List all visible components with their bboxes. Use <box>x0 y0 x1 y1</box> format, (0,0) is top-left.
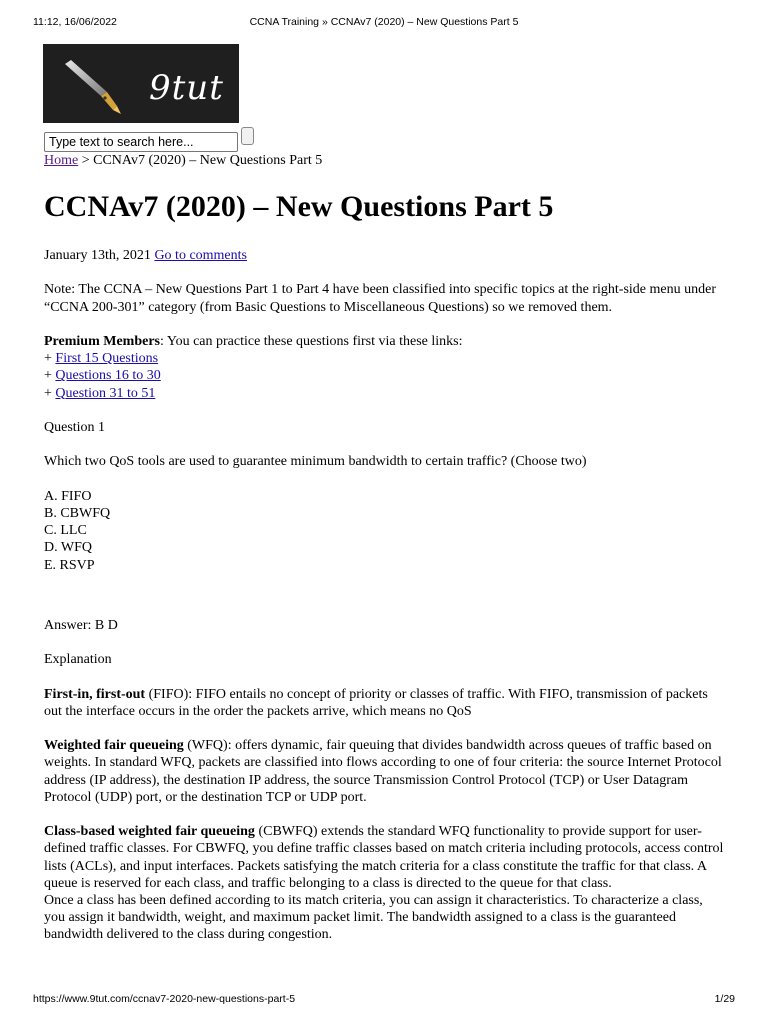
premium-link-row <box>44 385 724 402</box>
question-text: Which two QoS tools are used to guarantee minimum bandwidth to certain traffic? (Choose two) <box>44 454 587 470</box>
wfq-paragraph <box>44 737 724 806</box>
wfq-text: (WFQ): offers dynamic, fair queuing that divides bandwidth across queues of traffic based on weights. In standard WFQ, packets are classified into flows according to one of four criteria: the source Internet Protocol address (IP address), the destination IP address, the source Transmission Control Protocol (TCP) or User Datagram Protocol (UDP) port, or the destination TCP or UDP port. <box>44 738 722 805</box>
premium-link-first-15[interactable]: First 15 Questions <box>55 351 159 367</box>
post-content <box>44 247 724 944</box>
fifo-text: (FIFO): FIFO entails no concept of priority or classes of traffic. With FIFO, transmission of packets out the interface occurs in the order the packets arrive, which means no QoS <box>44 686 708 719</box>
post-meta <box>44 247 724 264</box>
fifo-term: First-in, first-out <box>44 686 146 702</box>
print-page-number: 1/29 <box>714 993 735 1005</box>
fifo-paragraph <box>44 686 724 720</box>
cbwfq-paragraph-2: Once a class has been defined according to its match criteria, you can assign it characteristics. To characterize a class, you assign it bandwidth, weight, and maximum packet limit. The bandwidth assigned to a class is the guaranteed bandwidth delivered to the class during congestion. <box>44 892 703 943</box>
answer-text: Answer: B D <box>44 617 118 633</box>
print-datetime: 11:12, 16/06/2022 <box>33 16 117 28</box>
link-prefix: + <box>44 351 56 367</box>
answer-option: E. RSVP <box>44 557 95 573</box>
search-input[interactable] <box>44 132 238 152</box>
answer-option: D. WFQ <box>44 540 92 556</box>
cbwfq-paragraph <box>44 823 724 892</box>
answer-option: A. FIFO <box>44 488 92 504</box>
explanation-label: Explanation <box>44 652 112 668</box>
print-url: https://www.9tut.com/ccnav7-2020-new-questions-part-5 <box>33 993 296 1005</box>
breadcrumb-home-link[interactable]: Home <box>44 153 79 168</box>
post-date: January 13th, 2021 <box>44 248 151 263</box>
print-header <box>0 16 768 30</box>
site-logo[interactable] <box>43 44 239 123</box>
premium-text: : You can practice these questions first via these links: <box>159 333 463 349</box>
cbwfq-text: (CBWFQ) extends the standard WFQ functionality to provide support for user-defined traffic classes. For CBWFQ, you define traffic classes based on match criteria including protocols, access control lists (ACLs), and input interfaces. Packets satisfying the match criteria for a class constitute the traffic for that class. A queue is reserved for each class, and traffic belonging to a class is directed to the queue for that class. <box>44 824 724 891</box>
premium-label: Premium Members <box>44 333 160 349</box>
premium-intro <box>44 333 724 350</box>
answer-option: B. CBWFQ <box>44 505 111 521</box>
link-prefix: + <box>44 368 56 384</box>
premium-link-31-51[interactable]: Question 31 to 51 <box>55 385 156 401</box>
print-page-title: CCNA Training » CCNAv7 (2020) – New Questions Part 5 <box>249 16 519 28</box>
question-label: Question 1 <box>44 419 106 435</box>
premium-link-row <box>44 350 724 367</box>
breadcrumb-separator: > <box>78 153 94 168</box>
premium-link-row <box>44 367 724 384</box>
search-button[interactable] <box>241 127 254 145</box>
answer-option: C. LLC <box>44 523 87 539</box>
premium-link-16-30[interactable]: Questions 16 to 30 <box>55 368 161 384</box>
post-note: Note: The CCNA – New Questions Part 1 to Part 4 have been classified into specific topics at the right-side menu under “CCNA 200-301” category (from Basic Questions to Miscellaneous Questions) so we removed them. <box>44 282 716 315</box>
comments-link[interactable]: Go to comments <box>154 248 247 263</box>
logo-text: 9tut <box>149 68 224 108</box>
link-prefix: + <box>44 385 56 401</box>
breadcrumb-current: CCNAv7 (2020) – New Questions Part 5 <box>93 153 323 168</box>
wfq-term: Weighted fair queueing <box>44 738 184 754</box>
breadcrumb <box>44 153 322 169</box>
page-title: CCNAv7 (2020) – New Questions Part 5 <box>44 190 554 223</box>
fountain-pen-icon <box>61 60 125 116</box>
cbwfq-term: Class-based weighted fair queueing <box>44 824 255 840</box>
